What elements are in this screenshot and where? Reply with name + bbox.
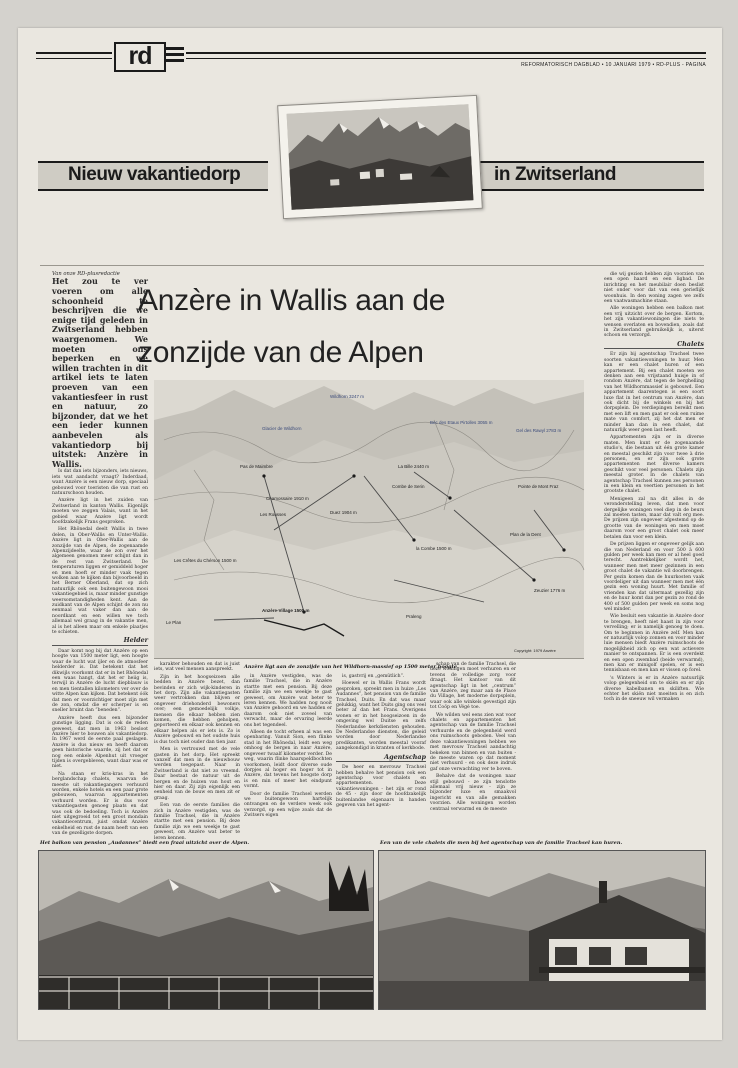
paragraph: in Anzère vestigden, was de familie Trachsel, die in Anzère startte met een pension. Bij deze familie zijn we een weekje te gast geweest, om Anzère wat beter te leren kennen. We hadden nog nooit van Anzère gehoord en we hadden er daarom ook niet zoveel van verwacht, maar de ervaring leerde ons het tegendeel. (244, 674, 332, 728)
map-label-combe: Combe de Serin (392, 484, 425, 489)
paragraph: Anzère heeft dus een bijzonder gunstige ligging. Dat is ook de reden geweest, dat men in 1963 besloot Anzère hier te bouwen als vakantiedorp. In 1967 werd de eerste paal geslagen. Anzère is dus nieuw en heeft daarom geen historische waarde, zij het dat er nog een enkele Alpenhut uit vroeger tijden is overgebleven, want daar was er niet. (52, 715, 148, 770)
header-rule (36, 52, 112, 54)
map-label-chamossaire: Chamossaire 1910 m (266, 496, 309, 501)
map-label-rousses: Les Rousses (260, 512, 287, 517)
logo-lines-icon (166, 44, 184, 66)
byline: Van onze RD-plusredactie (52, 271, 120, 277)
article-column-6 (604, 272, 704, 848)
paragraph: Alle woningen hebben een balkon met een vrij uitzicht over de bergen. Kortom, het zijn vakantiewoningen die niets te wensen overlaten en bovendien, zoals dat in Zwitserland gebruikelijk is, uiterst schoon en verzorgd. (604, 306, 704, 339)
paragraph: Daar komt nog bij dat Anzère op een hoogte van 1500 meter ligt, een hoogte waar de lucht wat ijler en de atmosfeer helderder is. Dat betekent dat het dikwijls voorkomt dat er in het Rhônedal een waas hangt, dat het er heiig is, terwijl in Anzère de lucht diepblauw is en men tientallen kilometers ver over de witte Alpen kan kijken. Dat betekent óók dat men er voorzichtiger moet zijn met de zon, omdat die er scherper is en sneller bruint dan “beneden”. (52, 648, 148, 714)
article-column-4 (336, 674, 426, 834)
article-column-1 (52, 272, 148, 838)
kicker-title-right: in Zwitserland (494, 164, 617, 185)
ski-area-map (154, 380, 584, 659)
header-rule (186, 52, 706, 54)
paragraph: Het Rhônedal deelt Wallis in twee delen, in Ober-Wallis en Unter-Wallis. Anzère ligt in Ober-Wallis aan de zonzijde van de Alpen, de zogenaamde Alpenzijdeelte, waar de zon over het algemeen genomen meer schijnt dan in de rest van Zwitserland. De temperaturen liggen er gemiddeld hoger en men hoeft er minder vaak tegen wolken aan te kijken dan bijvoorbeeld in het Berner Oberland, dat op zich natuurlijk ook een buitengewoon mooi vakantiegebied is, maar minder gunstige weersomstandigheden kent. Aan de zuidkant van de Alpen schijnt de zon nu eenmaal wat vaker dan aan de noordkant en een willen we toch allemaal wel graag in de vakantie men, al is het alleen maar om enkele plaatjes te schieten. (52, 527, 148, 636)
paragraph: De heer en mevrouw Trachsel hebben behalve het pension ook een agentschap voor chalets en appartementen. Deze vakantiewoningen - het zijn er rond de 45 - zijn door de hoofdzakelijk buitenlandse eigenaars in handen gegeven van het agent- (336, 765, 426, 808)
map-label-pralong: Praleng (406, 614, 422, 619)
section-heading-agentschap: Agentschap (336, 755, 426, 762)
paragraph: Is dat dan iets bijzonders, iets nieuws, iets wat aandacht vraagt? Inderdaad, want Anzère is een nieuw dorp, speciaal gebouwd voor toeristen die van rust en natuurschoon houden. (52, 469, 148, 496)
map-label-lacombe: la Combe 1500 m (416, 546, 452, 551)
paragraph: 's Winters is er in Anzère natuurlijk volop gelegenheid om te skiën en er zijn diverse kabelbanen en skiliften. Wie echter het skiën niet moeiten is en zich toch in de sneeuw wil vermaken (604, 675, 704, 703)
paragraph: Een van de eerste families die zich in Anzère vestigden, was de familie Trachsel, die in Anzère startte met een pension. Bij deze familie zijn we een weekje te gast geweest, om Anzère wat beter te leren kennen. (154, 803, 240, 841)
map-caption: Anzère ligt aan de zonzijde van het Wildhorn-massief op 1500 meter hoogte. (244, 664, 459, 670)
headline-line-1: Anzère in Wallis aan de (138, 284, 446, 317)
balcony-view-photo (38, 850, 374, 1010)
map-label-le-plan: Le Plan (166, 620, 182, 625)
photo-caption-left: Het balkon van pension „Audannes” biedt een fraai uitzicht over de Alpen. (40, 840, 250, 846)
paragraph: Anzère ligt in het zuiden van Zwitserland in kanton Wallis. Eigenlijk moeten we zeggen Valais, want in het gebied waar Anzère ligt wordt hoofdzakelijk Frans gesproken. (52, 498, 148, 525)
map-label-gerhorn: Gel des Rawyl 2783 m (516, 428, 562, 433)
paragraph: Hoewel er in Wallis Frans wordt gesproken, spreekt men in huize „Les Audannes”, het pension van de familie Trachsel, Duits. En dat was maar gelukkig, want het Duits ging ons veel beter af dan het Frans. Overigens wonen er in het hoogseizoen in de omgeving wel Duitse en zelfs Nederlandse kerkdiensten gehouden. De Nederlandse diensten, die geleid worden door Nederlandse predikanten, worden meestal vooraf aangekondigd in kranten of kerkbode. (336, 681, 426, 752)
article-column-3 (244, 674, 332, 834)
map-credit: Copyright: 1979 Anzère (514, 648, 556, 653)
section-heading-helder: Helder (52, 638, 148, 645)
paragraph: Er zijn bij agentschap Trachsel twee soorten vakantiewoningen te huur. Men kan er een chalet huren of een appartement. Bij een chalet moeten we denken aan een vrijstaand huisje in of rondom Anzère, dat tegen de berghelling van het Wildhornmassief is gebouwd. Een appartement daarentegen is een soort luxe flat in het centrum van Anzère, dan ook dicht bij de winkels en bij het dorpsplein. De verdiepingen bereikt men met een lift en men gaat er ook een ruime mate van comfort, zij het dat men er minder kan dan in een chalet, dat natuurlijk weer geen last heeft. (604, 352, 704, 433)
paragraph: is, gastvrij en „gemütlich”. (342, 674, 405, 679)
paragraph: karakter behouden en dat is juist iets, wat veel mensen aanspreekt. (154, 662, 240, 673)
map-label-zeuzier: Zeuzier 1776 m (534, 588, 566, 593)
paragraph: Door de familie Trachsel werden we buitengewoon hartelijk ontvangen en de verdere week ook verzorgd, op een wijze zoals dat de Zwitsers eigen (244, 791, 332, 819)
paragraph: We wilden wel eens zien wat voor chalets en appartementen het agentschap van de familie Trachsel verhuurde en de gelegenheid werd ons ruimschoots geboden. Veel van deze vakantiewoningen hebben we met mevrouw Trachsel aandachtig bekeken van binnen en van buiten - de meeste waren op dat moment niet verhuurd - en ook deze indruk gaf onze verwachting ver te boven. (430, 712, 516, 772)
map-label-pointe: Pointe de Mont Fraz (518, 484, 559, 489)
rd-logo (114, 42, 166, 72)
map-label-plan: Plan de la Dent (510, 532, 541, 537)
map-label-anzere: Anzère-Village 1500 m (262, 608, 310, 613)
map-label-glacier: Glacier de Wildhorn (262, 426, 302, 431)
photo-caption-right: Een van de vele chalets die men bij het agentschap van de familie Trachsel kan huren. (380, 840, 623, 846)
header-rule (186, 58, 706, 59)
paragraph: Na staan er kris-kras in het berglandschap chalets, waarvan de meeste uit vakantiegangers verhuurd worden, enkele hotels en een paar grote gebouwen, waarvan appartementen verhuurd worden. Er is dus voor vakantiegasten genoeg plaats en dat was ook de bedoeling. Toch is Anzère niet uitgegroeid tot een groot mondain vakantiecentrum, juist omdat Anzère enkelheid en rust de naam heeft van een van de gezelligste dorpen. (52, 771, 148, 837)
paragraph: Men is vertrouwd met de vele gasten in het dorp. Het spreekt vanzelf dat men in de nieuwbouw werden toegepast. Naar in Zwitserland is dat niet zo vreemd. Daar bestaat de natuur uit de bergen en de huizen van hout en hier en daar. Zij zijn eigenlijk een eenheid van de bouw en men zit er graag. (154, 747, 240, 801)
masthead-dateline: REFORMATORISCH DAGBLAD • 10 JANUARI 1979 • RD-PLUS - PAGINA (521, 62, 706, 68)
newspaper-page (18, 28, 722, 1040)
logo-text: rd (128, 42, 152, 70)
headline-line-2: zonzijde van de Alpen (138, 336, 424, 369)
paragraph: Zijn in het hoogseizoen alle bedden in Anzère bezet, dan bevinden er zich wijk-kinderen in het dorp. Zijn alle vakantiegasten weer vertrokken dan blijven er ongeveer driehonderd bewoners over; een gemoedelijk volkje, mensen die elkaar hebben zien komen, die hebben geholpen, geporteerd en elkaar ook kennen en elkaar helpen als er iets is. Zo is Anzère gebouwd en het oudste huis is dus toch niet ouder dan tien jaar. (154, 674, 240, 745)
map-label-bec: Bec des Etaux Pirtolles 3055 m (430, 420, 493, 425)
paragraph: Appartementen zijn er in diverse maten. Men kunt er de zogenaamde studio's, die bestaan uit één grote kamer en meestal geschikt zijn voor twee à drie personen, en er zijn ook grote appartementen met diverse kamers geschikt voor veel personen. Chalets zijn meestal groter. In de chalets van agentschap Trachsel kunnen zes personen in een klein en veertien personen in het grootste chalet. (604, 435, 704, 495)
map-label-bille: La Bille 2440 m (398, 464, 430, 469)
paragraph: Wie besluit een vakantie in Anzère door te brengen, heeft niet haast in zijn voor vervelling; er is namelijk genoeg te doen. Om te beginnen in Anzère zelf. Men kan er natuurlijk volop zonnen en voor minder luie mensen biedt Anzère ruimschoots de mogelijkheid zich op een wat actievere manier te ontspannen. Er is een overdekt en een open zwembad (beide verwarmd), men kan er minigolf spelen, er is een tennisbaan en men kan er vissen op forel. (604, 614, 704, 674)
map-label-pas: Pas de Maimbre (240, 464, 273, 469)
paragraph: Menigeen zal na dit alles in de veronderstelling leven, dat men voor dergelijke woningen veel diep in de beurs zal moeten tasten, maar dat valt erg mee. De prijzen zijn ongeveer afgestemd op de grootte van de woningen en men moet daarom voor een groot chalet ook meer betalen dan voor een klein. (604, 496, 704, 540)
chalet-photo (378, 850, 706, 1010)
paragraph: die wij gezien hebben zijn voorzien van een open haard en een ligbad. De inrichting en het meubilair doen beslist niet onder voor dat van een gerieflijk woonhuis. In den woning zagen we zelfs een vaatwasmachine staan. (604, 272, 704, 305)
header-photo (277, 95, 483, 219)
header-rule (36, 58, 112, 59)
lead-paragraph: Het zou te ver voeren om alle schoonheid te beschrijven die we enige tijd geleden in Zwitserland hebben waargenomen. We moeten ons beperken en we willen trachten in dit artikel iets te laten proeven van een vakantiesfeer in rust en natuur, zo bijzonder, dat we het een ieder kunnen aanbevelen als vakantiedorp bij uitstek: Anzère in Wallis. (52, 276, 148, 469)
map-label-duez: Duez 1904 m (330, 510, 357, 515)
paragraph: De prijzen liggen er ongeveer gelijk aan die van Nederland en voor 500 à 600 gulden per week kan men er al heel goed terecht. Aantrekkelijker wordt het, wanneer men met meer gezinnen in een groot chalet de vakantie wil doorbrengen. Per gezin komen dan de huurkosten vaak voordeliger uit dan wanneer men met één gezin een woning huurt. Met familie of vrienden kan dat uitermaat gezellig zijn en de huur komt dan per gezin zo rond de 400 of 500 gulden per week en soms nog wel minder. (604, 542, 704, 612)
kicker-title-left: Nieuw vakantiedorp (68, 164, 241, 185)
map-label-wildhorn: Wildhorn 3247 m (330, 394, 365, 399)
paragraph: schap van de familie Trachsel, die deze woningen moet verhuren en er tevens de volledige zorg voor draagt. Het kantoor van dit agentschap ligt in het „centrum” van Anzère, zeg maar aan de Place du Village, het moderne dorpsplein, waar ook alle winkels gevestigd zijn tot Coöp en Végé toe. (430, 662, 516, 711)
article-column-5 (430, 662, 516, 834)
section-heading-chalets: Chalets (604, 342, 704, 349)
paragraph: Alleen de tocht erheen al was een openbaring. Vanuit Sion, een flinke stad in het Rhônedal, leidt een weg omhoog de bergen in naar Anzère, ongeveer twaalf kilometer verder. De weg, waarin flinke haarspeldbochten voorkomen, leidt door diverse oude dorpjes al hoger en hoger tot in Anzère, dat tevens het hoogste dorp is en min of meer het eindpunt vormt. (244, 730, 332, 790)
map-label-cretes: Les Crêtes du Chérson 1500 m (174, 558, 237, 563)
paragraph: Behalve dat de woningen naar stijl gebouwd - ze zijn tenslotte allemaal vrij nieuw - zijn ze bijzonder luxe en smaakvol ingericht en van alle gemakken voorzien. Alle woningen worden centraal verwarmd en de meeste (430, 774, 516, 812)
article-divider (40, 265, 704, 266)
article-column-2 (154, 662, 240, 841)
